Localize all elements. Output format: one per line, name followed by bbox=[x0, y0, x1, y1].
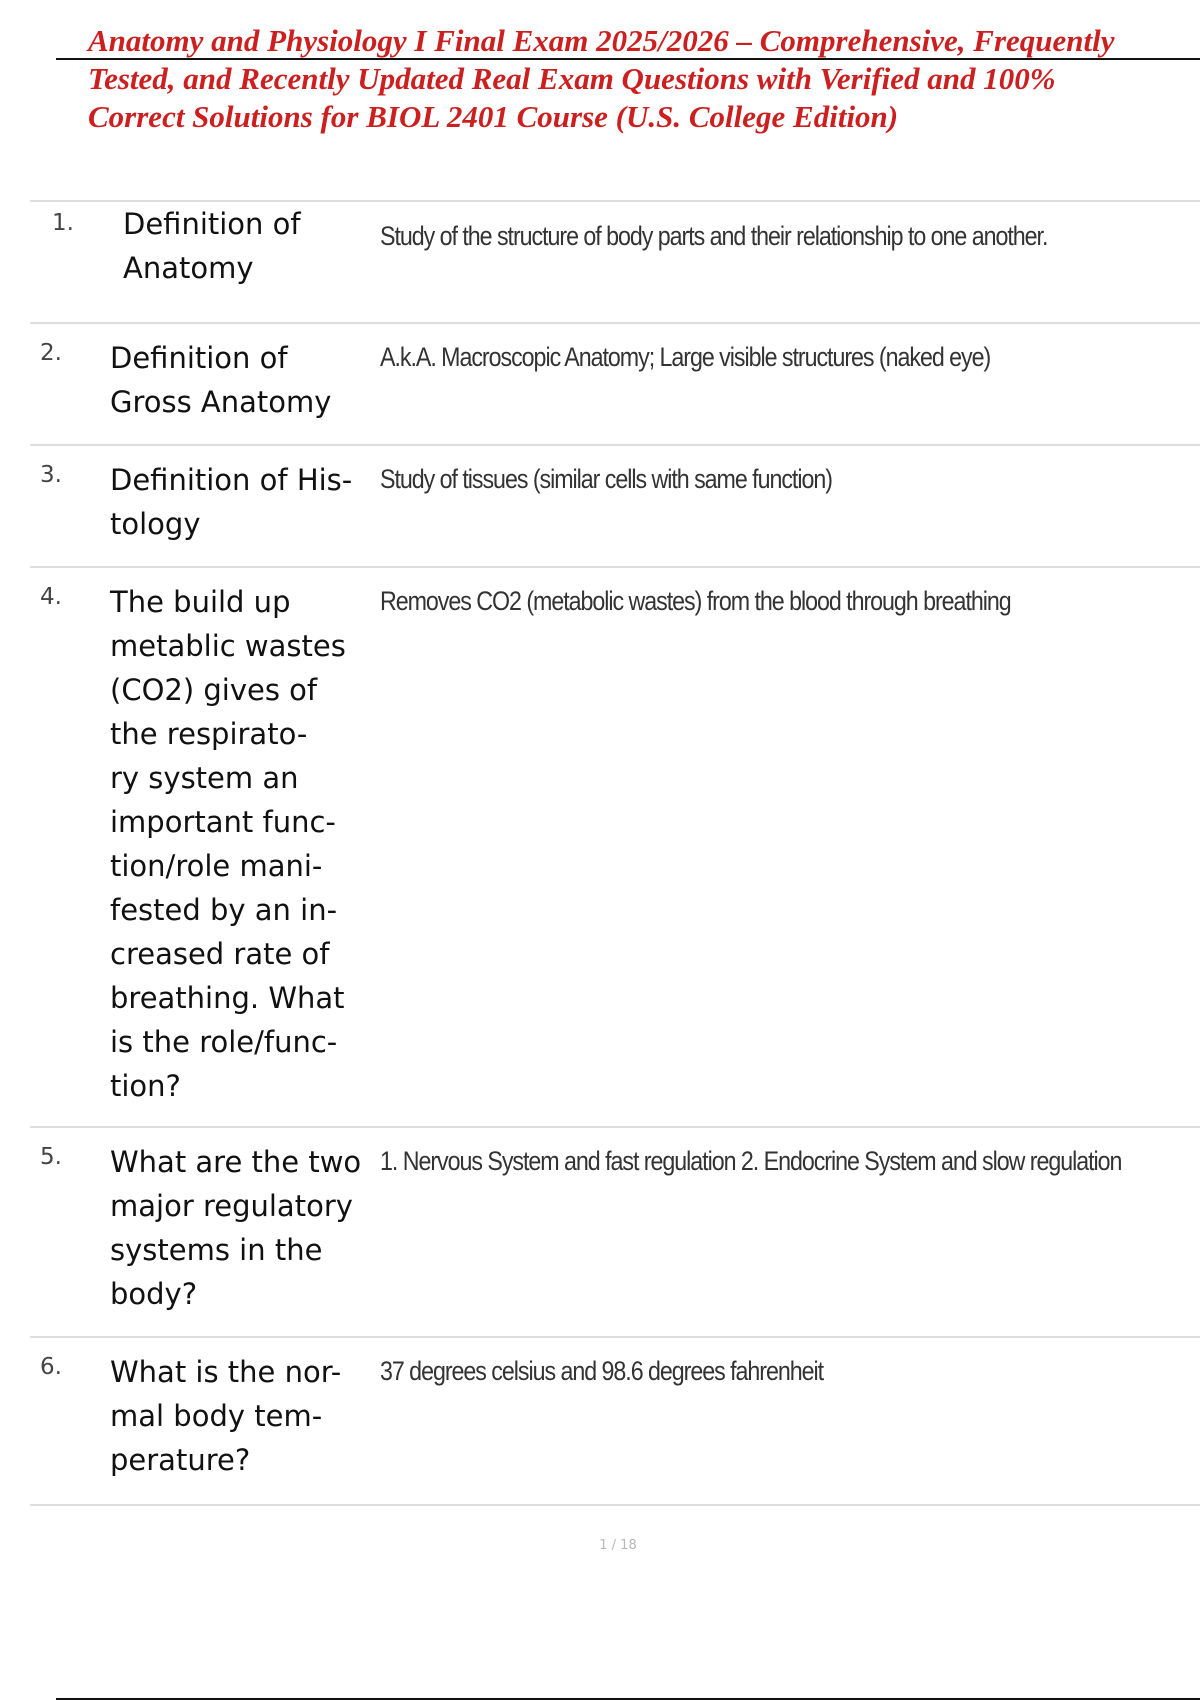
question-line: tology bbox=[110, 507, 201, 541]
question-cell bbox=[110, 1140, 400, 1316]
answer-cell: Study of the structure of body parts and their relationship to one another. bbox=[380, 221, 1048, 251]
answer-cell: A.k.A. Macroscopic Anatomy; Large visible structures (naked eye) bbox=[380, 342, 991, 372]
item-number: 5. bbox=[40, 1144, 62, 1170]
question-line: What are the two bbox=[110, 1145, 362, 1179]
title-line: Tested, and Recently Updated Real Exam Questions with Verified and 100% bbox=[88, 61, 1056, 96]
question-line: Gross Anatomy bbox=[110, 385, 332, 419]
question-line: Definition of bbox=[110, 341, 288, 375]
question-line: fested by an in- bbox=[110, 893, 338, 927]
question-line: is the role/func- bbox=[110, 1025, 338, 1059]
qa-table bbox=[30, 200, 1200, 1506]
title-line: Correct Solutions for BIOL 2401 Course (U.S. College Edition) bbox=[88, 99, 899, 134]
answer-cell: Removes CO2 (metabolic wastes) from the blood through breathing bbox=[380, 586, 1011, 616]
question-line: mal body tem- bbox=[110, 1399, 323, 1433]
qa-row bbox=[30, 1126, 1200, 1336]
question-line: tion/role mani- bbox=[110, 849, 323, 883]
answer-cell: 37 degrees celsius and 98.6 degrees fahrenheit bbox=[380, 1356, 824, 1386]
question-cell bbox=[110, 1350, 400, 1482]
qa-row bbox=[30, 444, 1200, 566]
question-line: metablic wastes bbox=[110, 629, 346, 663]
qa-row bbox=[30, 1336, 1200, 1506]
question-line: tion? bbox=[110, 1069, 181, 1103]
question-line: What is the nor- bbox=[110, 1355, 342, 1389]
question-line: The build up bbox=[110, 585, 291, 619]
item-number: 3. bbox=[40, 462, 62, 488]
question-line: perature? bbox=[110, 1443, 251, 1477]
question-line: creased rate of bbox=[110, 937, 330, 971]
answer-cell: Study of tissues (similar cells with same function) bbox=[380, 464, 832, 494]
question-line: Definition of His- bbox=[110, 463, 353, 497]
qa-row bbox=[30, 322, 1200, 444]
question-line: major regulatory bbox=[110, 1189, 353, 1223]
question-line: body? bbox=[110, 1277, 198, 1311]
title-line: Anatomy and Physiology I Final Exam 2025/2026 – Comprehensive, Frequently bbox=[88, 23, 1115, 58]
page-number: 1 / 18 bbox=[599, 1538, 637, 1553]
question-cell bbox=[110, 580, 400, 1108]
item-number: 4. bbox=[40, 584, 62, 610]
question-cell bbox=[110, 458, 400, 546]
question-line: breathing. What bbox=[110, 981, 345, 1015]
question-line: ry system an bbox=[110, 761, 299, 795]
item-number: 1. bbox=[52, 210, 74, 236]
item-number: 6. bbox=[40, 1354, 62, 1380]
question-line: Anatomy bbox=[123, 251, 254, 285]
item-number: 2. bbox=[40, 340, 62, 366]
question-line: important func- bbox=[110, 805, 336, 839]
question-line: the respirato- bbox=[110, 717, 308, 751]
answer-cell: 1. Nervous System and fast regulation 2. Endocrine System and slow regulation bbox=[380, 1146, 1122, 1176]
question-cell bbox=[123, 202, 413, 290]
document-title bbox=[88, 22, 1200, 136]
question-line: (CO2) gives of bbox=[110, 673, 318, 707]
qa-row bbox=[30, 566, 1200, 1126]
question-cell bbox=[110, 336, 400, 424]
qa-row bbox=[30, 200, 1200, 322]
question-line: Definition of bbox=[123, 207, 301, 241]
question-line: systems in the bbox=[110, 1233, 323, 1267]
